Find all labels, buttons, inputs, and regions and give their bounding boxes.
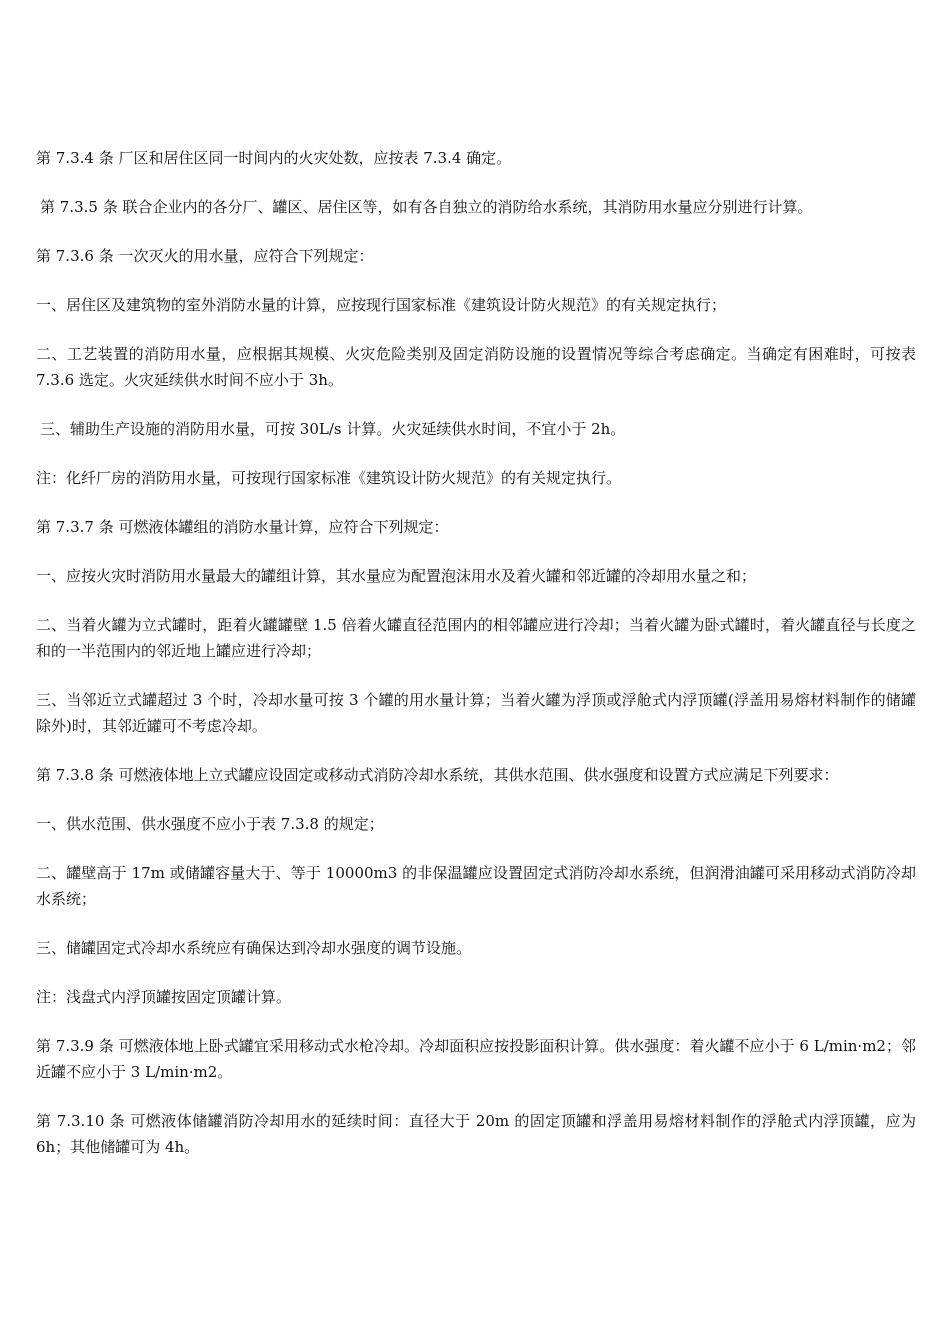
clause-7-3-6-item-2: 二、工艺装置的消防用水量，应根据其规模、火灾危险类别及固定消防设施的设置情况等综合考虑确定。当确定有困难时，可按表 7.3.6 选定。火灾延续供水时间不应小于 3h。: [36, 345, 916, 389]
clause-7-3-7-item-1: 一、应按火灾时消防用水量最大的罐组计算，其水量应为配置泡沫用水及着火罐和邻近罐的冷却用水量之和；: [36, 567, 757, 585]
clause-7-3-8-item-2: 二、罐壁高于 17m 或储罐容量大于、等于 10000m3 的非保温罐应设置固定式消防冷却水系统，但润滑油罐可采用移动式消防冷却水系统；: [36, 864, 916, 908]
clause-7-3-8-item-1: 一、供水范围、供水强度不应小于表 7.3.8 的规定；: [36, 815, 384, 833]
clause-7-3-4: 第 7.3.4 条 厂区和居住区同一时间内的火灾处数，应按表 7.3.4 确定。: [36, 149, 512, 167]
clause-7-3-10: 第 7.3.10 条 可燃液体储罐消防冷却用水的延续时间：直径大于 20m 的固定顶罐和浮盖用易熔材料制作的浮舱式内浮顶罐，应为 6h；其他储罐可为 4h。: [36, 1112, 916, 1156]
clause-7-3-6-note: 注：化纤厂房的消防用水量，可按现行国家标准《建筑设计防火规范》的有关规定执行。: [36, 469, 622, 487]
clause-7-3-7-item-3: 三、当邻近立式罐超过 3 个时，冷却水量可按 3 个罐的用水量计算；当着火罐为浮顶或浮舱式内浮顶罐(浮盖用易熔材料制作的储罐除外)时，其邻近罐可不考虑冷却。: [36, 691, 916, 735]
clause-7-3-6-item-3: 三、辅助生产设施的消防用水量，可按 30L/s 计算。火灾延续供水时间，不宜小于 2h。: [40, 420, 626, 438]
clause-7-3-7-item-2: 二、当着火罐为立式罐时，距着火罐罐壁 1.5 倍着火罐直径范围内的相邻罐应进行冷却；当着火罐为卧式罐时，着火罐直径与长度之和的一半范围内的邻近地上罐应进行冷却；: [36, 616, 916, 660]
clause-7-3-7: 第 7.3.7 条 可燃液体罐组的消防水量计算，应符合下列规定：: [36, 518, 449, 536]
clause-7-3-8: 第 7.3.8 条 可燃液体地上立式罐应设固定或移动式消防冷却水系统，其供水范围、供水强度和设置方式应满足下列要求：: [36, 766, 839, 784]
clause-7-3-8-note: 注：浅盘式内浮顶罐按固定顶罐计算。: [36, 988, 292, 1006]
clause-7-3-8-item-3: 三、储罐固定式冷却水系统应有确保达到冷却水强度的调节设施。: [36, 939, 472, 957]
clause-7-3-9: 第 7.3.9 条 可燃液体地上卧式罐宜采用移动式水枪冷却。冷却面积应按投影面积计算。供水强度：着火罐不应小于 6 L/min·m2；邻近罐不应小于 3 L/min·m2。: [36, 1037, 916, 1081]
clause-7-3-6: 第 7.3.6 条 一次灭火的用水量，应符合下列规定：: [36, 247, 374, 265]
clause-7-3-6-item-1: 一、居住区及建筑物的室外消防水量的计算，应按现行国家标准《建筑设计防火规范》的有关规定执行；: [36, 296, 727, 314]
clause-7-3-5: 第 7.3.5 条 联合企业内的各分厂、罐区、居住区等，如有各自独立的消防给水系统，其消防用水量应分别进行计算。: [40, 198, 813, 216]
